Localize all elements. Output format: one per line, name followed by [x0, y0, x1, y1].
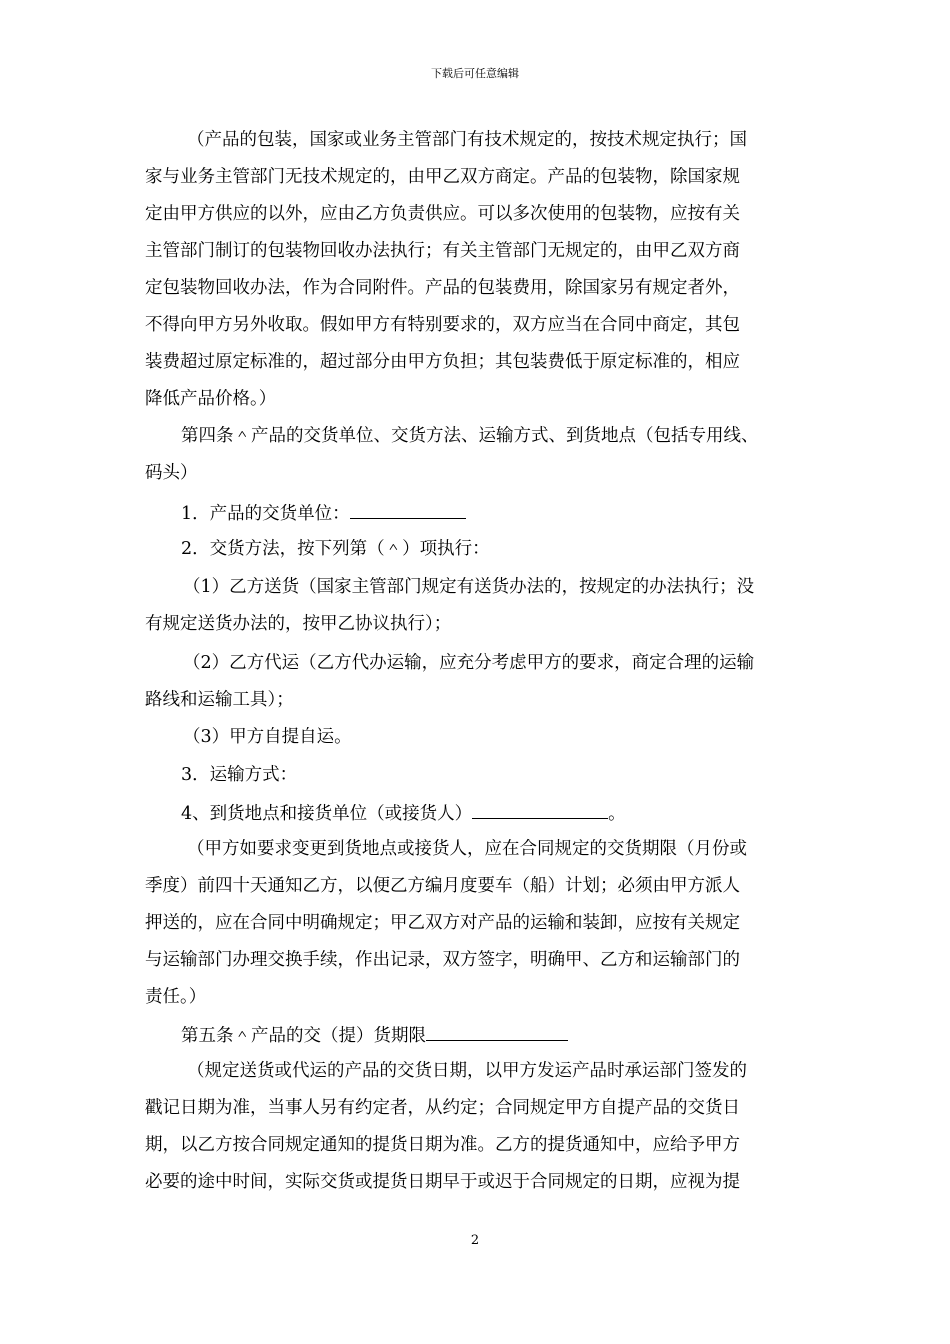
list-item: （2）乙方代运（乙方代办运输，应充分考虑甲方的要求，商定合理的运输	[183, 653, 755, 673]
paragraph-line: 责任。）	[145, 987, 207, 1007]
paragraph-line: 与运输部门办理交换手续，作出记录，双方签字，明确甲、乙方和运输部门的	[145, 950, 740, 970]
page-number: 2	[470, 1233, 480, 1248]
paragraph-line: 季度）前四十天通知乙方，以便乙方编月度要车（船）计划；必须由甲方派人	[145, 876, 740, 896]
list-item: 3．运输方式：	[181, 765, 298, 785]
paragraph-line: 定包装物回收办法，作为合同附件。产品的包装费用，除国家另有规定者外，	[145, 278, 740, 298]
article-four-heading: 第四条＾产品的交货单位、交货方法、运输方式、到货地点（包括专用线、	[181, 426, 759, 446]
article-five-label: 第五条＾产品的交（提）货期限	[181, 1026, 426, 1046]
list-item: （1）乙方送货（国家主管部门规定有送货办法的，按规定的办法执行；没	[183, 577, 755, 597]
paragraph-line: 不得向甲方另外收取。假如甲方有特别要求的，双方应当在合同中商定，其包	[145, 315, 740, 335]
list-item: 2．交货方法，按下列第（＾）项执行：	[181, 539, 490, 559]
paragraph-line: 家与业务主管部门无技术规定的，由甲乙双方商定。产品的包装物，除国家规	[145, 167, 740, 187]
list-item	[181, 800, 626, 826]
paragraph-line: （产品的包装，国家或业务主管部门有技术规定的，按技术规定执行；国	[187, 130, 747, 150]
paragraph-line: （规定送货或代运的产品的交货日期，以甲方发运产品时承运部门签发的	[187, 1061, 747, 1081]
paragraph-line: 降低产品价格。）	[145, 389, 277, 409]
fill-in-blank	[426, 1022, 568, 1041]
paragraph-line: 必要的途中时间，实际交货或提货日期早于或迟于合同规定的日期，应视为提	[145, 1172, 740, 1192]
destination-label: 4、到货地点和接货单位（或接货人）	[181, 804, 473, 824]
paragraph-line: 主管部门制订的包装物回收办法执行；有关主管部门无规定的，由甲乙双方商	[145, 241, 740, 261]
delivery-unit-label: 1．产品的交货单位：	[181, 504, 350, 524]
fill-in-blank	[350, 500, 466, 519]
paragraph-line: 路线和运输工具）；	[145, 690, 294, 710]
paragraph-line: 码头）	[145, 463, 198, 483]
paragraph-line: 装费超过原定标准的，超过部分由甲方负担；其包装费低于原定标准的，相应	[145, 352, 740, 372]
paragraph-line: 有规定送货办法的，按甲乙协议执行）；	[145, 614, 452, 634]
paragraph-line: 戳记日期为准，当事人另有约定者，从约定；合同规定甲方自提产品的交货日	[145, 1098, 740, 1118]
list-item: （3）甲方自提自运。	[183, 727, 352, 747]
paragraph-line: 定由甲方供应的以外，应由乙方负责供应。可以多次使用的包装物，应按有关	[145, 204, 740, 224]
paragraph-line: 押送的，应在合同中明确规定；甲乙双方对产品的运输和装卸，应按有关规定	[145, 913, 740, 933]
page-header: 下载后可任意编辑	[431, 67, 519, 80]
article-five-heading	[181, 1022, 568, 1048]
period-mark: 。	[608, 804, 626, 824]
list-item	[181, 500, 466, 526]
paragraph-line: （甲方如要求变更到货地点或接货人，应在合同规定的交货期限（月份或	[187, 839, 747, 859]
paragraph-line: 期，以乙方按合同规定通知的提货日期为准。乙方的提货通知中，应给予甲方	[145, 1135, 740, 1155]
fill-in-blank	[472, 800, 608, 819]
